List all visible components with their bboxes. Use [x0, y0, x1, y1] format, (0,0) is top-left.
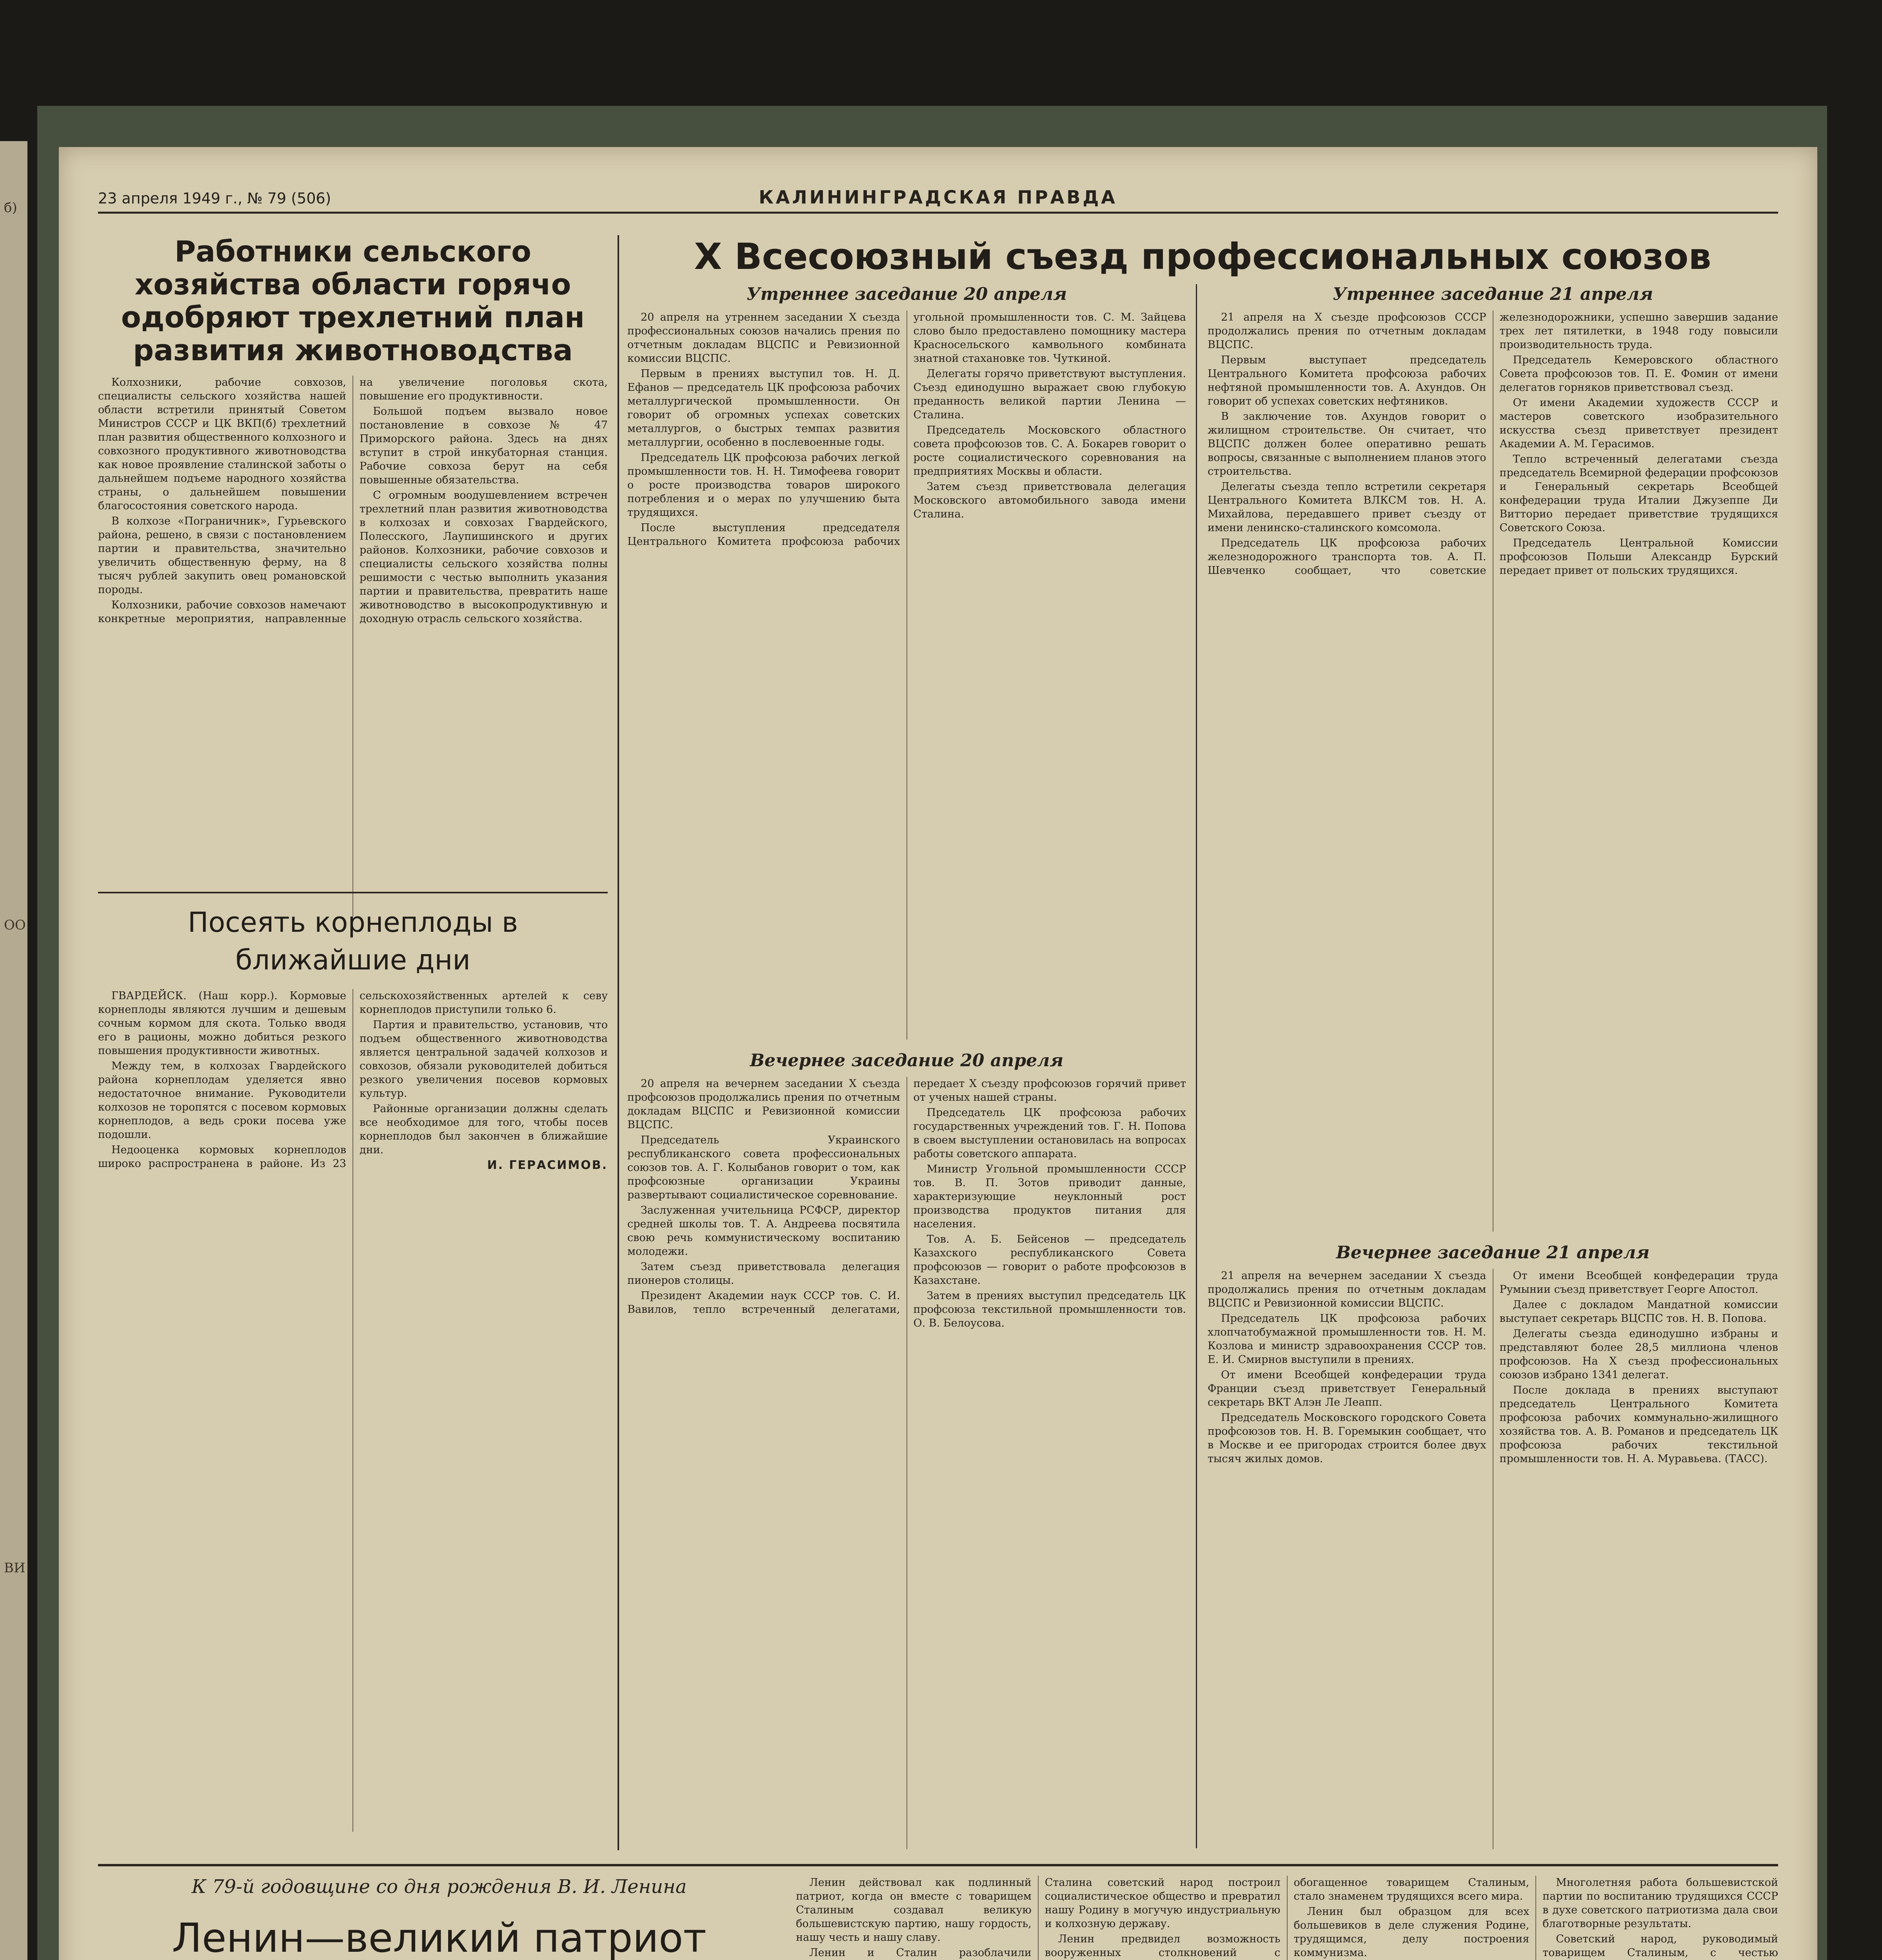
edge-mark: ВИ [4, 1560, 25, 1576]
lenin-title-block [98, 1876, 780, 1960]
adjacent-page-edge [0, 141, 27, 1960]
paragraph: После доклада в прениях выступают председатель Центрального Комитета профсоюза рабочих коммунально-жилищного хозяйства тов. А. В. Романов и председатель ЦК профсоюза рабочих текстильной промышленности тов. Н. А. Муравьева. (ТАСС). [1499, 1384, 1778, 1465]
paragraph: Далее с докладом Мандатной комиссии выступает секретарь ВЦСПС тов. Н. В. Попова. [1499, 1299, 1778, 1325]
paragraph: Затем в прениях выступил председатель ЦК профсоюза текстильной промышленности тов. О. В. Белоусова. [913, 1290, 1186, 1329]
paragraph: Партия и правительство, установив, что подъем общественного животноводства является центральной задачей колхозов и совхозов, обязали руководителей добиться резкого увеличения посевов кормовых культур. [360, 1019, 608, 1100]
paragraph: Колхозники, рабочие совхозов, специалисты сельского хозяйства нашей области встретили принятый Советом Министров СССР и ЦК ВКП(б) трехлетний план развития общественного колхозного и совхозного продуктивного животноводства как новое проявление сталинской заботы о дальнейшем подъеме народного хозяйства страны, о дальнейшем повышении благосостояния советского народа. [98, 376, 346, 512]
paragraph: 21 апреля на вечернем заседании X съезда продолжались прения по отчетным докладам ВЦСПС и Ревизионной комиссии ВЦСПС. [1208, 1270, 1486, 1309]
paragraph: От имени Всеобщей конфедерации труда Румынии съезд приветствует Георге Апостол. [1499, 1270, 1778, 1296]
paragraph: С огромным воодушевлением встречен трехлетний план развития животноводства в колхозах и совхозах Гвардейского, Полесского, Лаупишинского и других районов. Колхозники, рабочие совхозов и специалисты сельского хозяйства полны решимости с честью выполнить указания партии и правительства, превратить наше животноводство в высокопродуктивную и доходную отрасль сельского хозяйства. [360, 489, 608, 625]
section-heading: Утреннее заседание 21 апреля [1332, 284, 1653, 304]
paragraph: Между тем, в колхозах Гвардейского района корнеплодам уделяется явно недостаточное внимание. Руководители колхозов не торопятся с посевом кормовых корнеплодов, а ведь сроки посева уже подошли. [98, 1060, 346, 1141]
paragraph: Тепло встреченный делегатами съезда председатель Всемирной федерации профсоюзов и Генеральный секретарь Всеобщей конфедерации труда Италии Джузеппе Ди Витторио передает приветствие трудящихся Советского Союза. [1499, 453, 1778, 534]
paragraph: обогащенное товарищем Сталиным, стало знаменем трудящихся всего мира. [1293, 1877, 1530, 1902]
paragraph: Председатель Московского областного совета профсоюзов тов. С. А. Бокарев говорит о росте социалистического соревнования на предприятиях Москвы и области. [913, 424, 1186, 477]
paragraph: Делегаты съезда единодушно избраны и представляют более 28,5 миллиона членов профсоюзов. На X съезд профессиональных союзов избрано 1341 делегат. [1499, 1328, 1778, 1381]
paragraph: Президент Академии наук СССР тов. С. И. Вавилов, тепло встреченный делегатами, передает X съезду профсоюзов горячий привет от ученых нашей страны. [627, 1078, 1186, 1316]
paragraph: Председатель Московского городского Совета профсоюзов тов. Н. В. Горемыкин сообщает, что в Москве и ее пригородах строится более двух тысяч жилых домов. [1208, 1412, 1486, 1465]
edge-mark: б) [4, 200, 17, 216]
newspaper-page [59, 147, 1817, 1960]
paragraph: Ленин был образцом для всех большевиков в деле служения Родине, трудящимся, делу построения коммунизма. [1293, 1906, 1530, 1959]
paragraph: Затем съезд приветствовала делегация пионеров столицы. [627, 1261, 900, 1287]
article-headline: Ленин—великий патриот [172, 1915, 707, 1960]
article-headline: Посеять корнеплоды в ближайшие дни [187, 906, 518, 976]
paragraph: 20 апреля на вечернем заседании X съезда профсоюзов продолжались прения по отчетным докладам ВЦСПС и Ревизионной комиссии ВЦСПС. [627, 1078, 900, 1131]
section-heading: Утреннее заседание 20 апреля [746, 284, 1067, 304]
paragraph: Председатель Украинского республиканского совета профессиональных союзов тов. А. Г. Колыбанов говорит о том, как профсоюзные организации Украины развертывают социалистическое соревнование. [627, 1134, 900, 1201]
paragraph: Тов. А. Б. Бейсенов — председатель Казахского республиканского Совета профсоюзов — говорит о работе профсоюзов в Казахстане. [913, 1233, 1186, 1287]
paragraph: Сталина советский народ построил социалистическое общество и превратил нашу Родину в могучую индустриальную и колхозную державу. [1045, 1877, 1281, 1930]
paragraph: Первым выступает председатель Центрального Комитета профсоюза рабочих нефтяной промышленности тов. А. Ахундов. Он говорит об успехах советских нефтяников. [1208, 354, 1486, 407]
paragraph: Ленин действовал как подлинный патриот, когда он вместе с товарищем Сталиным создавал великую большевистскую партию, нашу гордость, нашу честь и нашу славу. [796, 1877, 1032, 1944]
article-agriculture [98, 235, 608, 886]
article-lenin [98, 1876, 1778, 1960]
session-body [1208, 310, 1778, 1232]
paragraph: Советский народ, руководимый товарищем Сталиным, с честью [1542, 1933, 1778, 1959]
page-divider [98, 1864, 1778, 1866]
paragraph: В заключение тов. Ахундов говорит о жилищном строительстве. Он считает, что ВЦСПС должен более оперативно решать вопросы, связанные с выполнением планов этого строительства. [1208, 410, 1486, 477]
session-body [627, 1077, 1186, 1849]
article-body-right [796, 1876, 1778, 1960]
masthead [98, 184, 1778, 214]
paragraph: Председатель ЦК профсоюза рабочих государственных учреждений тов. Г. Н. Попова в своем выступлении остановилась на вопросах работы советского аппарата. [913, 1107, 1186, 1160]
session-morning-21 [1208, 284, 1778, 1237]
paragraph: Районные организации должны сделать все необходимое для того, чтобы посев корнеплодов был закончен в ближайшие дни. [360, 1103, 608, 1156]
paragraph: От имени Академии художеств СССР и мастеров советского изобразительного искусства съезд приветствует президент Академии А. М. Герасимов. [1499, 397, 1778, 450]
divider [98, 892, 608, 893]
paragraph: Министр Угольной промышленности СССР тов. В. П. Зотов приводит данные, характеризующие неуклонный рост производства продуктов питания для населения. [913, 1163, 1186, 1230]
paragraph: Председатель Кемеровского областного Совета профсоюзов тов. П. Е. Фомин от имени делегатов горняков приветствовал съезд. [1499, 354, 1778, 394]
paragraph: Многолетняя работа большевистской партии по воспитанию трудящихся СССР в духе советского патриотизма дала свои благотворные результаты. [1542, 1877, 1778, 1930]
paragraph: Первым в прениях выступил тов. Н. Д. Ефанов — председатель ЦК профсоюза рабочих металлургической промышленности. Он говорит об огромных успехах советских металлургов, о быстрых темпах развития металлургии, особенно в послевоенные годы. [627, 368, 900, 448]
paragraph: Председатель ЦК профсоюза рабочих хлопчатобумажной промышленности тов. Н. М. Козлова и министр здравоохранения СССР тов. Е. И. Смирнов выступили в прениях. [1208, 1312, 1486, 1366]
newspaper-title: КАЛИНИНГРАДСКАЯ ПРАВДА [759, 187, 1117, 208]
session-body [627, 310, 1186, 1040]
paragraph: Заслуженная учительница РСФСР, директор средней школы тов. Т. А. Андреева посвятила свою речь коммунистическому воспитанию молодежи. [627, 1204, 900, 1258]
article-headline: Работники сельского хозяйства области горячо одобряют трехлетний план развития животноводства [121, 235, 585, 367]
article-kicker: К 79-й годовщине со дня рождения В. И. Ленина [191, 1876, 687, 1898]
paragraph: Ленин и Сталин разоблачили [809, 1947, 1032, 1959]
paragraph: Недооценка кормовых корнеплодов широко распространена в районе. Из 23 сельскохозяйственных артелей к севу корнеплодов приступили только 6. [98, 990, 608, 1170]
paragraph: Председатель Центральной Комиссии профсоюзов Польши Александр Бурский передает привет от польских трудящихся. [1499, 537, 1778, 577]
section-heading: Вечернее заседание 20 апреля [750, 1051, 1064, 1071]
paragraph: Затем съезд приветствовала делегация Московского автомобильного завода имени Сталина. [913, 481, 1186, 520]
edge-mark: ОО [4, 917, 26, 933]
author-signature: И. ГЕРАСИМОВ. [487, 1158, 608, 1172]
paragraph: Делегаты съезда тепло встретили секретаря Центрального Комитета ВЛКСМ тов. Н. А. Михайлова, передавшего привет съезду от имени ленинско-сталинского комсомола. [1208, 481, 1486, 534]
issue-date: 23 апреля 1949 г., № 79 (506) [98, 190, 331, 207]
paragraph: Ленин предвидел возможность вооруженных столкновений с [1045, 1933, 1281, 1959]
session-evening-21 [1208, 1243, 1778, 1854]
paragraph: Большой подъем вызвало новое постановление в совхозе № 47 Приморского района. Здесь на днях вступит в строй инкубаторная станция. Рабочие совхоза берут на себя повышенные обязательства. [360, 405, 608, 486]
paragraph: В колхозе «Пограничник», Гурьевского района, решено, в связи с постановлением партии и правительства, значительно увеличить общественную ферму, на 8 тысяч рублей закупить овец романовской породы. [98, 515, 346, 596]
article-body [98, 376, 608, 916]
paragraph: Председатель ЦК профсоюза рабочих легкой промышленности тов. Н. Н. Тимофеева говорит о росте производства товаров широкого потребления и о мерах по улучшению быта трудящихся. [627, 452, 900, 519]
article-cornplants [98, 904, 608, 1852]
paragraph: ГВАРДЕЙСК. (Наш корр.). Кормовые корнеплоды являются лучшим и дешевым сочным кормом для скота. Только вводя его в рационы, можно добиться резкого повышения продуктивности животных. [98, 990, 346, 1057]
session-morning-20 [627, 284, 1186, 1045]
column-divider [1196, 284, 1197, 1848]
article-headline: X Всесоюзный съезд профессиональных союзов [694, 236, 1711, 278]
section-heading: Вечернее заседание 21 апреля [1336, 1243, 1650, 1263]
session-body [1208, 1269, 1778, 1849]
paragraph: 21 апреля на X съезде профсоюзов СССР продолжались прения по отчетным докладам ВЦСПС. [1208, 311, 1486, 351]
session-evening-20 [627, 1051, 1186, 1854]
column-divider [618, 235, 619, 1850]
paragraph: От имени Всеобщей конфедерации труда Франции съезд приветствует Генеральный секретарь ВКТ Алэн Ле Леапп. [1208, 1369, 1486, 1408]
paragraph: Председатель ЦК профсоюза рабочих железнодорожного транспорта тов. А. П. Шевченко сообщает, что советские железнодорожники, успешно завершив задание трех лет пятилетки, в 1948 году повысили производительность труда. [1208, 311, 1778, 577]
article-congress [627, 235, 1778, 1858]
paragraph: Колхозники, рабочие совхозов намечают конкретные мероприятия, направленные на увеличение поголовья скота, повышение его продуктивности. [98, 376, 608, 625]
paragraph: Делегаты горячо приветствуют выступления. Съезд единодушно выражает свою глубокую преданность великой партии Ленина — Сталина. [913, 368, 1186, 421]
paragraph: 20 апреля на утреннем заседании X съезда профессиональных союзов начались прения по отчетным докладам ВЦСПС и Ревизионной комиссии ВЦСПС. [627, 311, 900, 365]
article-body [98, 989, 608, 1832]
paragraph: После выступления председателя Центрального Комитета профсоюза рабочих угольной промышленности тов. С. М. Зайцева слово было предоставлено помощнику мастера Красносельского камвольного комбината знатной стахановке тов. Чуткиной. [627, 311, 1186, 548]
